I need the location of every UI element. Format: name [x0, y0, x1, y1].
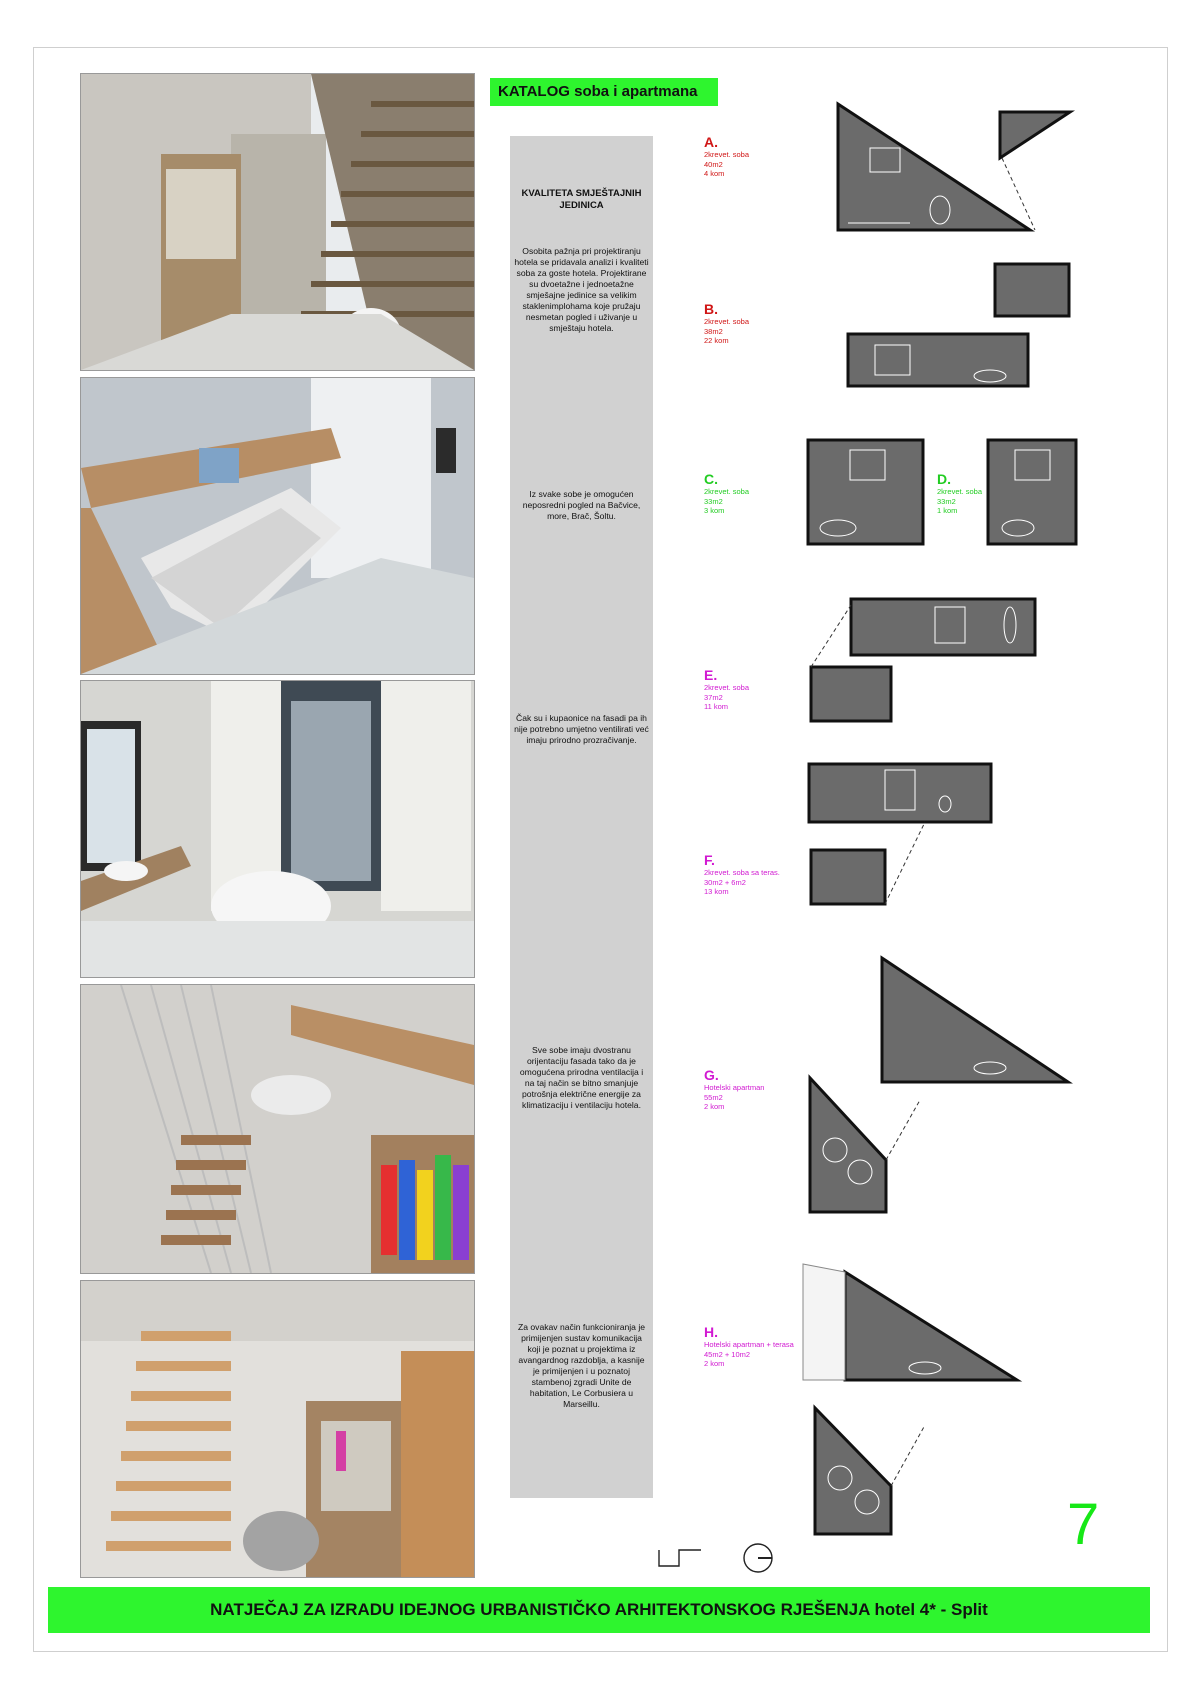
- room-count: 13 kom: [704, 887, 729, 896]
- room-letter: G.: [704, 1067, 719, 1083]
- floor-plan-b: [830, 260, 1085, 395]
- room-count: 11 kom: [704, 702, 729, 711]
- room-count: 22 kom: [704, 336, 729, 345]
- floor-plan-cd: [800, 436, 1090, 548]
- floor-plan-h: [795, 1250, 1085, 1540]
- north-arrow-icon: [740, 1540, 776, 1576]
- render-room-b: [80, 377, 475, 675]
- room-area: 40m2: [704, 159, 723, 169]
- description-paragraph: Iz svake sobe je omogućen neposredni pogled na Bačvice, more, Brač, Šoltu.: [522, 489, 641, 521]
- room-label-e: [704, 668, 749, 712]
- render-stair-loft: [80, 984, 475, 1274]
- room-type: 2krevet. soba: [937, 487, 983, 496]
- room-count: 2 kom: [704, 1359, 725, 1368]
- room-label-g: [704, 1068, 764, 1112]
- room-type: Hotelski apartman: [704, 1083, 765, 1092]
- room-letter: C.: [704, 471, 718, 487]
- room-label-a: [704, 135, 749, 179]
- render-bathroom: [80, 680, 475, 978]
- floor-plan-f: [795, 760, 1035, 908]
- room-count: 1 kom: [937, 506, 958, 515]
- room-area: 33m2: [937, 496, 956, 506]
- room-area: 38m2: [704, 326, 723, 336]
- room-area: 45m2 + 10m2: [704, 1349, 751, 1359]
- room-type: 2krevet. soba: [704, 683, 750, 692]
- catalog-title: KATALOG soba i apartmana: [490, 78, 718, 106]
- room-type: 2krevet. soba sa teras.: [704, 868, 780, 877]
- scale-bar-icon: [645, 1546, 715, 1572]
- room-type: Hotelski apartman + terasa: [704, 1340, 794, 1349]
- room-letter: B.: [704, 301, 718, 317]
- room-letter: A.: [704, 134, 718, 150]
- room-type: 2krevet. soba: [704, 317, 750, 326]
- room-count: 2 kom: [704, 1102, 725, 1111]
- floor-plan-e: [805, 595, 1045, 725]
- floor-plan-g: [790, 950, 1080, 1218]
- room-count: 4 kom: [704, 169, 725, 178]
- competition-footer: NATJEČAJ ZA IZRADU IDEJNOG URBANISTIČKO ARHITEKTONSKOG RJEŠENJA hotel 4* - Split: [48, 1587, 1150, 1633]
- room-label-b: [704, 302, 749, 346]
- description-paragraph: Osobita pažnja pri projektiranju hotela se pridavala analizi i kvaliteti soba za goste hotela. Projektirane su dvoetažne i jednoetažne smješajne jedinice sa velikim staklenimplohama koje pružaju nesmetan pogled i uživanje u smještaju hotela.: [514, 246, 649, 333]
- room-count: 3 kom: [704, 506, 725, 515]
- description-column: [510, 136, 653, 1498]
- description-paragraph: Sve sobe imaju dvostranu orijentaciju fasada tako da je omogućena prirodna ventilacija i na taj način se bitno smanjuje potrošnja električne energije za klimatizaciju i ventilaciju hotela.: [519, 1045, 644, 1110]
- render-room-a: [80, 73, 475, 371]
- description-paragraph: Za ovakav način funkcioniranja je primijenjen sustav komunikacija koji je poznat u projektima iz avangardnog razdoblja, a kasnije je primijenjen i u poznatoj stambenoj zgradi Unite de habitation, Le Corbusiera u Marseillu.: [517, 1322, 646, 1409]
- room-area: 37m2: [704, 692, 723, 702]
- room-type: 2krevet. soba: [704, 487, 750, 496]
- room-letter: F.: [704, 852, 715, 868]
- description-heading: KVALITETA SMJEŠTAJNIH JEDINICA: [521, 188, 642, 211]
- description-paragraph: Čak su i kupaonice na fasadi pa ih nije potrebno umjetno ventilirati već imaju prirodno prozračivanje.: [514, 713, 649, 745]
- room-label-f: [704, 853, 780, 897]
- room-area: 55m2: [704, 1092, 723, 1102]
- room-area: 30m2 + 6m2: [704, 877, 746, 887]
- room-letter: H.: [704, 1324, 718, 1340]
- room-letter: E.: [704, 667, 718, 683]
- room-type: 2krevet. soba: [704, 150, 750, 159]
- room-letter: D.: [937, 471, 951, 487]
- floor-plan-a: [830, 98, 1085, 238]
- room-label-c: [704, 472, 749, 516]
- page-number: 7: [1067, 1492, 1100, 1557]
- render-room-stairs: [80, 1280, 475, 1578]
- room-label-h: [704, 1325, 794, 1369]
- room-area: 33m2: [704, 496, 723, 506]
